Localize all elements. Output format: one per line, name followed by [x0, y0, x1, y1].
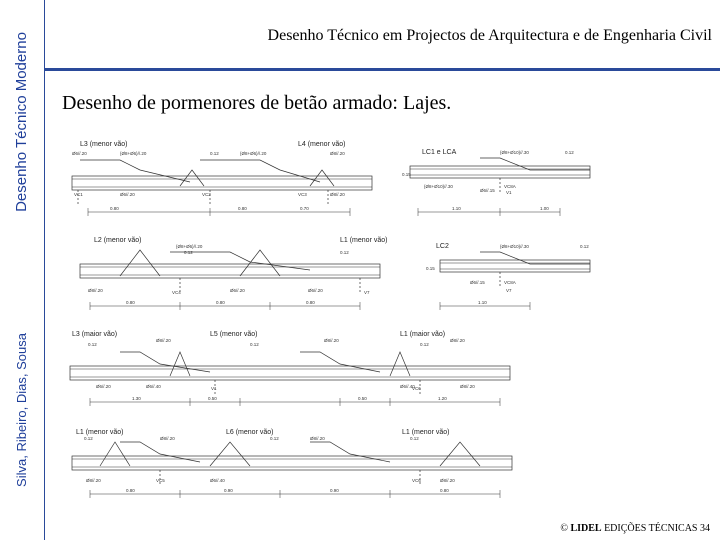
bar-label: Ø6//.40 [146, 384, 161, 389]
bar-label: {Ø8+Ø10}//.30 [500, 244, 529, 249]
authors: Silva, Ribeiro, Dias, Sousa [14, 333, 29, 487]
dimension: 0.80 [440, 488, 449, 493]
drawing-canvas [60, 130, 620, 510]
dimension: 0.90 [224, 488, 233, 493]
bar-label: Ø6//.20 [96, 384, 111, 389]
dimension: 1.20 [438, 396, 447, 401]
bar-label: {Ø8+Ø6}//.20 [176, 244, 203, 249]
bar-label: 0.12 [340, 250, 349, 255]
dimension: 1.30 [132, 396, 141, 401]
dimension: 0.50 [358, 396, 367, 401]
bar-label: Ø8//.20 [330, 192, 345, 197]
bar-label: 0.15 [426, 266, 435, 271]
bar-label: 0.12 [250, 342, 259, 347]
dimension: 0.80 [126, 488, 135, 493]
support-label: VC2 [202, 192, 211, 197]
span-label: L4 (menor vão) [298, 141, 346, 148]
support-label: VC5 [156, 478, 165, 483]
bar-label: 0.12 [410, 436, 419, 441]
dimension: 1.10 [478, 300, 487, 305]
dimension: 0.80 [126, 300, 135, 305]
bar-label: 0.12 [565, 150, 574, 155]
dimension: 0.80 [216, 300, 225, 305]
bar-label: 0.12 [184, 250, 193, 255]
bar-label: Ø8//.20 [156, 338, 171, 343]
support-label: V1 [211, 386, 217, 391]
dimension: 0.80 [238, 206, 247, 211]
publisher-name: EDIÇÕES TÉCNICAS [604, 523, 698, 534]
dimension: 0.90 [330, 488, 339, 493]
page-number: 34 [700, 523, 710, 534]
header-title: Desenho Técnico em Projectos de Arquitectura e de Engenharia Civil [267, 27, 712, 44]
bar-label: Ø8//.20 [440, 478, 455, 483]
support-label: VC8A [504, 184, 516, 189]
dimension: 0.50 [208, 396, 217, 401]
footer [560, 523, 710, 534]
bar-label: 0.15 [402, 172, 411, 177]
bar-label: Ø8//.20 [310, 436, 325, 441]
bar-label: Ø8//.20 [460, 384, 475, 389]
bar-label: 0.12 [88, 342, 97, 347]
bar-label: Ø8//.20 [330, 151, 345, 156]
bar-label: Ø8//.20 [324, 338, 339, 343]
bar-label: {Ø8+Ø6}//.20 [240, 151, 267, 156]
support-label: VC6 [412, 386, 421, 391]
dimension: 1.10 [452, 206, 461, 211]
header-divider [44, 68, 720, 71]
bar-label: Ø8//.20 [450, 338, 465, 343]
span-label: L1 (menor vão) [340, 237, 388, 244]
support-label: VC6 [412, 478, 421, 483]
bar-label: Ø8//.20 [160, 436, 175, 441]
bar-label: Ø8//.20 [88, 288, 103, 293]
support-label: V1 [506, 190, 512, 195]
span-label: L6 (menor vão) [226, 429, 274, 436]
support-label: V7 [506, 288, 512, 293]
bar-label: 0.12 [420, 342, 429, 347]
support-label: VC3 [298, 192, 307, 197]
support-label: VC8A [504, 280, 516, 285]
span-label: L3 (menor vão) [80, 141, 128, 148]
bar-label: 0.12 [580, 244, 589, 249]
bar-label: Ø6//.20 [308, 288, 323, 293]
dimension: 0.80 [306, 300, 315, 305]
publisher-brand: LIDEL [570, 523, 602, 534]
bar-label: Ø6//.15 [480, 188, 495, 193]
span-label: L2 (menor vão) [94, 237, 142, 244]
bar-label: {Ø8+Ø10}//.30 [500, 150, 529, 155]
span-label: L3 (maior vão) [72, 331, 118, 338]
bar-label: Ø6//.40 [210, 478, 225, 483]
slab-reinforcement-drawing [60, 130, 620, 510]
support-label: V7 [364, 290, 370, 295]
support-label: VC4 [172, 290, 181, 295]
bar-label: 0.12 [84, 436, 93, 441]
bar-label: Ø6//.15 [470, 280, 485, 285]
copyright-symbol: © [560, 523, 568, 534]
row2-left-section [80, 250, 380, 310]
bar-label: Ø6//.20 [230, 288, 245, 293]
span-label: LC1 e LCA [422, 149, 457, 156]
book-title: Desenho Técnico Moderno [13, 32, 30, 212]
span-label: L1 (menor vão) [76, 429, 124, 436]
dimension: 0.80 [110, 206, 119, 211]
bar-label: Ø6//.20 [120, 192, 135, 197]
span-label: LC2 [436, 243, 449, 250]
bar-label: 0.12 [210, 151, 219, 156]
support-label: VC1 [74, 192, 83, 197]
sidebar [0, 0, 45, 540]
dimension: 1.00 [540, 206, 549, 211]
bar-label: Ø6//.20 [72, 151, 87, 156]
span-label: L1 (menor vão) [402, 429, 450, 436]
dimension: 0.70 [300, 206, 309, 211]
bar-label: {Ø8+Ø6}//.20 [120, 151, 147, 156]
bar-label: {Ø8+Ø10}//.30 [424, 184, 453, 189]
bar-label: Ø6//.40 [400, 384, 415, 389]
span-label: L5 (menor vão) [210, 331, 258, 338]
bar-label: 0.12 [270, 436, 279, 441]
slide-heading: Desenho de pormenores de betão armado: Lajes. [62, 92, 452, 114]
span-label: L1 (maior vão) [400, 331, 446, 338]
bar-label: Ø8//.20 [86, 478, 101, 483]
